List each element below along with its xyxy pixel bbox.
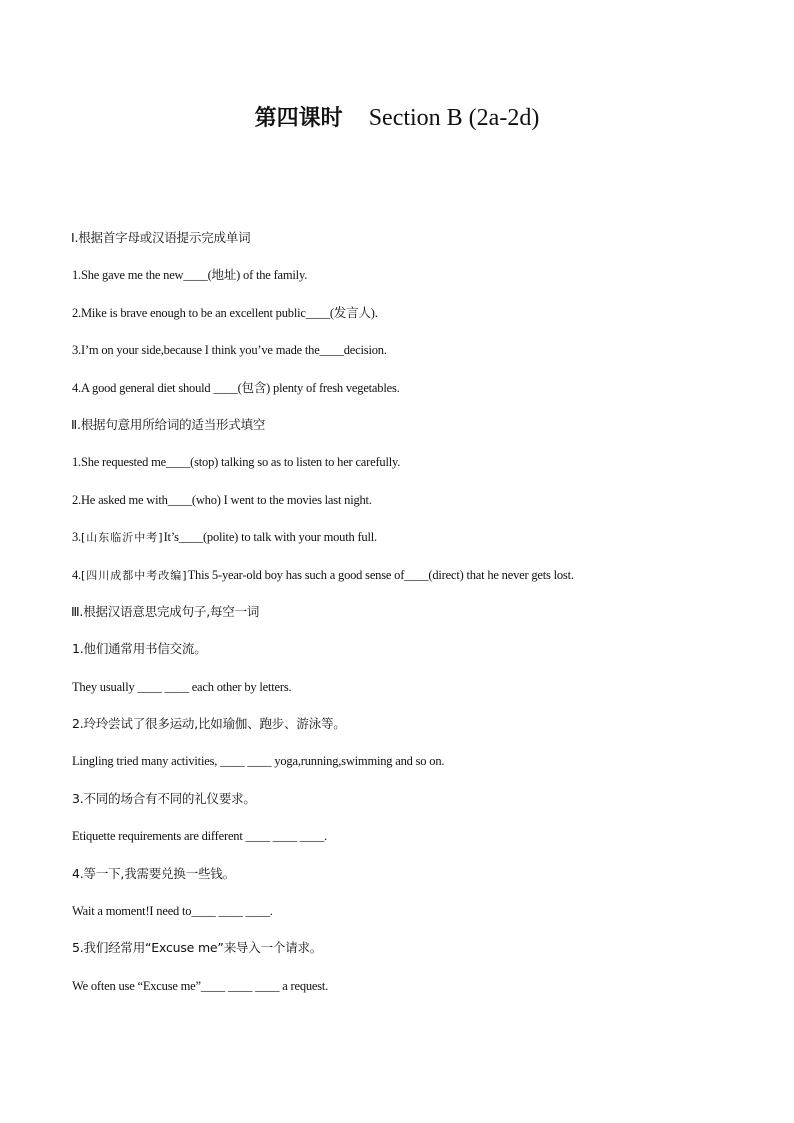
section-3-item-5-answer: We often use “Excuse me”____ ____ ____ a request. (72, 978, 329, 993)
worksheet-body (72, 226, 722, 1011)
item-number: 2. (72, 492, 81, 507)
item-text: It’s____(polite) to talk with your mouth full. (163, 530, 377, 545)
section-3-item-1-answer: They usually ____ ____ each other by letters. (72, 679, 292, 694)
section-3-item-4-prompt: 4.等一下,我需要兑换一些钱。 (72, 865, 235, 881)
title-section-label: Section B (2a-2d) (368, 105, 540, 131)
section-1-item-3: 3.I’m on your side,because I think you’ve made the____decision. (72, 343, 387, 358)
section-2-item-1 (72, 450, 722, 487)
title-lesson-label: 第四课时 (254, 106, 343, 131)
section-2-item-3 (72, 525, 722, 562)
item-number: 1. (72, 455, 81, 470)
item-number: 3. (72, 530, 81, 545)
section-2-heading: Ⅱ.根据句意用所给词的适当形式填空 (71, 416, 266, 432)
section-3-item-3-answer: Etiquette requirements are different ____ ____ ____. (72, 829, 327, 844)
item-text: She requested me____(stop) talking so as to listen to her carefully. (80, 455, 401, 470)
item-source-tag: [四川成都中考改编] (80, 568, 188, 582)
item-text: This 5-year-old boy has such a good sense of____(direct) that he never gets lost. (187, 567, 574, 582)
section-2-item-4 (72, 563, 722, 600)
section-1-item-2: 2.Mike is brave enough to be an excellent public____(发言人). (72, 305, 378, 320)
section-1-item-4: 4.A good general diet should ____(包含) plenty of fresh vegetables. (72, 380, 400, 395)
section-3-item-5-prompt: 5.我们经常用“Excuse me”来导入一个请求。 (72, 940, 323, 956)
section-1-heading: Ⅰ.根据首字母或汉语提示完成单词 (71, 230, 251, 245)
section-3-item-3-prompt: 3.不同的场合有不同的礼仪要求。 (72, 790, 256, 806)
section-3-heading: Ⅲ.根据汉语意思完成句子,每空一词 (71, 603, 260, 619)
section-3-item-1-prompt: 1.他们通常用书信交流。 (72, 641, 207, 657)
section-3-item-4-answer: Wait a moment!I need to____ ____ ____. (72, 904, 273, 919)
section-1-item-1: 1.She gave me the new____(地址) of the family. (72, 268, 308, 283)
section-3-item-2-prompt: 2.玲玲尝试了很多运动,比如瑜伽、跑步、游泳等。 (72, 716, 346, 732)
section-3-item-2-answer: Lingling tried many activities, ____ ____ yoga,running,swimming and so on. (72, 754, 445, 769)
item-source-tag: [山东临沂中考] (80, 531, 164, 545)
item-number: 4. (72, 567, 81, 582)
section-2-item-2 (72, 488, 722, 525)
page-title (0, 102, 794, 135)
item-text: He asked me with____(who) I went to the movies last night. (80, 492, 372, 507)
